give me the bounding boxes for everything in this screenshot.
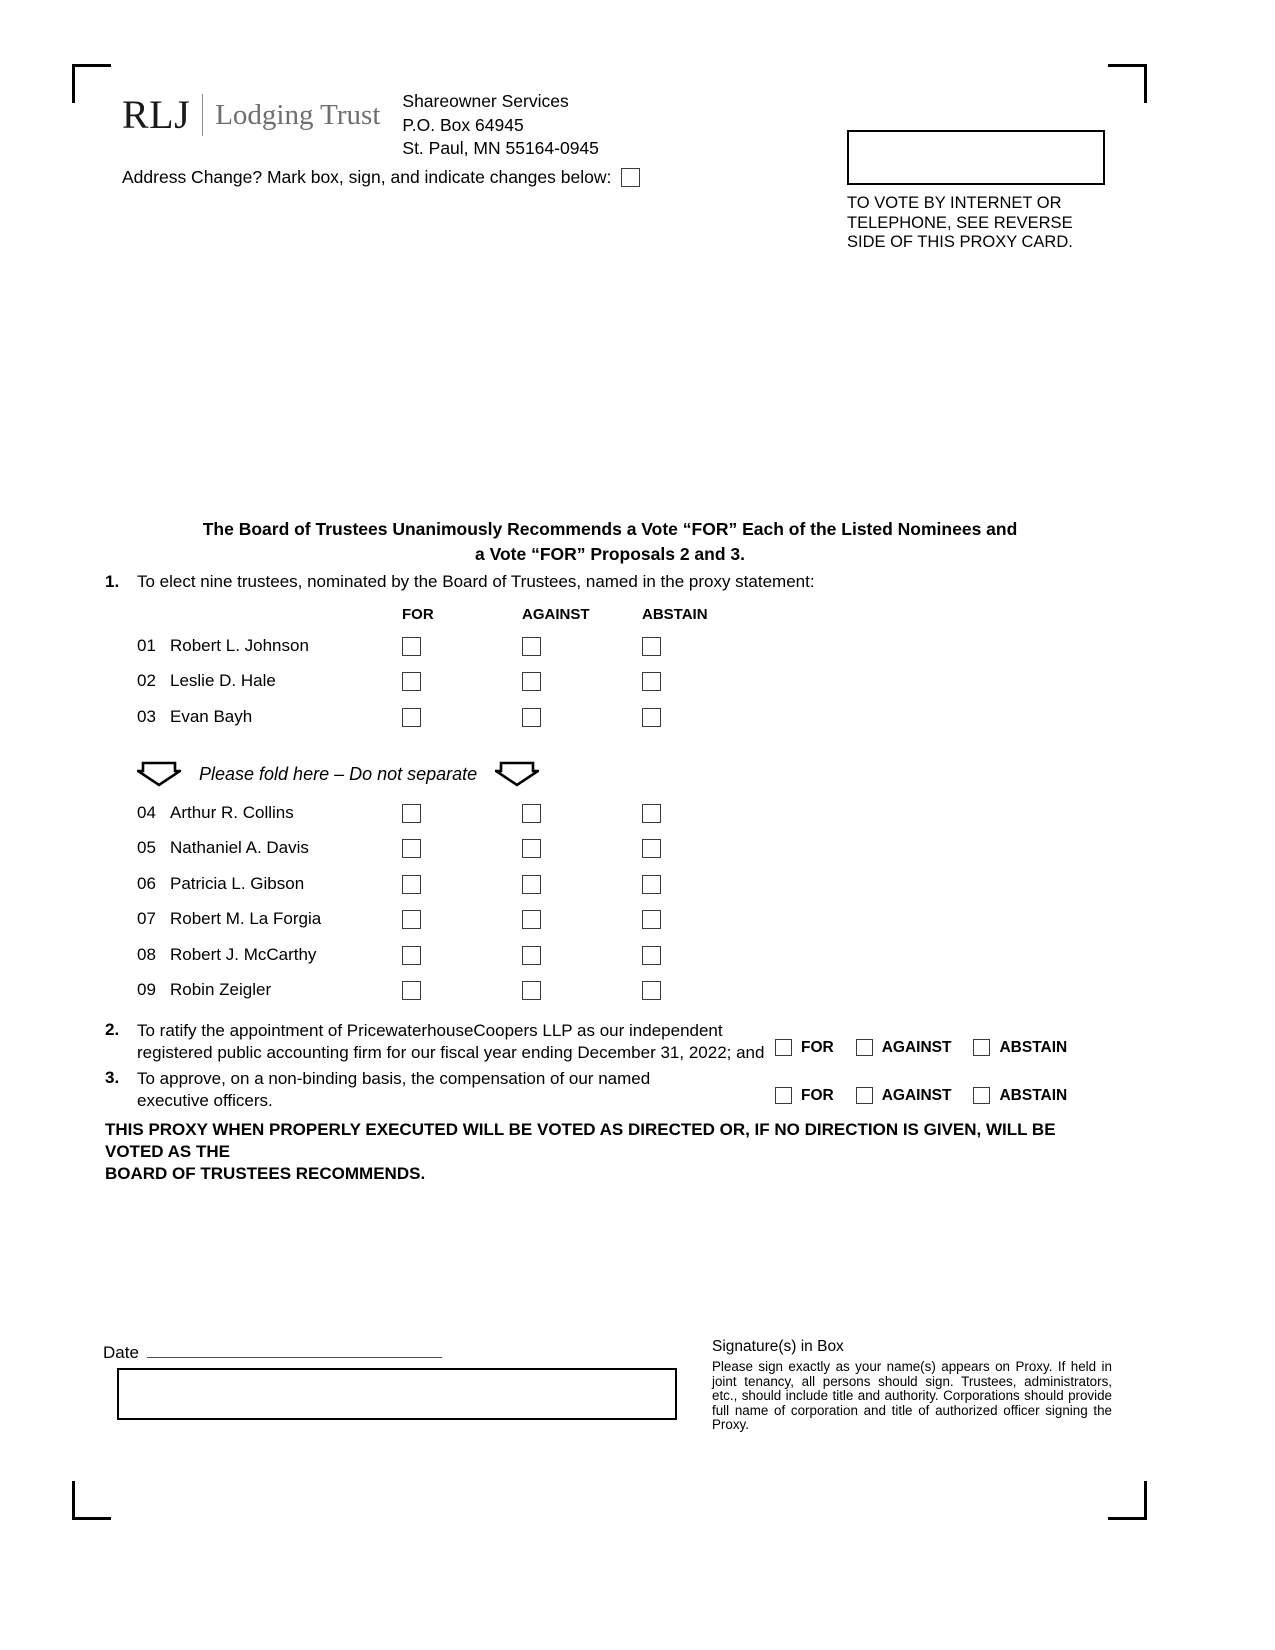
nominee-name: Robin Zeigler [170, 980, 272, 1000]
nominee-abstain-checkbox[interactable] [642, 910, 661, 929]
proposal-3-line-2: executive officers. [137, 1090, 273, 1110]
vote-instruction-text: TO VOTE BY INTERNET OR TELEPHONE, SEE REVERSE SIDE OF THIS PROXY CARD. [847, 194, 1073, 251]
registration-mark-top-left [72, 64, 111, 103]
nominee-table [137, 606, 708, 735]
nominee-against-cell [522, 909, 642, 929]
address-change-row [122, 167, 842, 188]
nominee-index: 09 [137, 980, 156, 1000]
nominee-abstain-checkbox[interactable] [642, 708, 661, 727]
proposal-2-option-against[interactable] [856, 1039, 952, 1057]
recommendation-line-2: a Vote “FOR” Proposals 2 and 3. [474, 544, 746, 564]
nominee-group-bottom [137, 795, 697, 1008]
nominee-column-headers [137, 606, 708, 628]
nominee-index: 06 [137, 873, 156, 893]
proposal-2-options [775, 1020, 1115, 1063]
logo-and-address [122, 88, 842, 161]
nominee-against-cell [522, 980, 642, 1000]
nominee-for-cell [402, 980, 522, 1000]
proposal-3-abstain-checkbox[interactable] [973, 1087, 990, 1104]
nominee-row [137, 664, 697, 700]
nominee-abstain-cell [642, 945, 762, 965]
proposal-3-option-for[interactable] [775, 1087, 834, 1105]
nominee-against-checkbox[interactable] [522, 875, 541, 894]
vote-instruction-block [847, 130, 1105, 253]
logo-divider [202, 94, 203, 136]
nominee-abstain-cell [642, 671, 762, 691]
nominee-for-checkbox[interactable] [402, 946, 421, 965]
nominee-against-checkbox[interactable] [522, 839, 541, 858]
nominee-index: 07 [137, 909, 156, 929]
proposal-2-for-checkbox[interactable] [775, 1039, 792, 1056]
address-line-1: Shareowner Services [402, 91, 569, 111]
proposal-2-number: 2. [105, 1020, 120, 1039]
nominee-abstain-cell [642, 874, 762, 894]
nominee-against-cell [522, 838, 642, 858]
nominee-abstain-cell [642, 838, 762, 858]
proposal-3-abstain-label: ABSTAIN [999, 1086, 1068, 1104]
shareowner-address-block [402, 88, 599, 161]
nominee-index: 02 [137, 671, 156, 691]
nominee-name: Robert J. McCarthy [170, 944, 317, 964]
address-line-2: P.O. Box 64945 [402, 114, 524, 135]
fold-indicator [137, 755, 837, 793]
signature-box[interactable] [117, 1368, 677, 1420]
nominee-name: Arthur R. Collins [170, 802, 294, 822]
nominee-for-checkbox[interactable] [402, 672, 421, 691]
proposal-3-against-label: AGAINST [881, 1086, 952, 1104]
date-input-line[interactable] [147, 1343, 442, 1358]
proposal-3-for-label: FOR [801, 1086, 834, 1104]
fold-arrow-right-icon [495, 761, 539, 787]
nominee-row [137, 795, 697, 831]
nominee-table-lower [137, 795, 697, 1008]
date-label: Date [103, 1343, 139, 1362]
proposal-1-row [105, 572, 1115, 592]
nominee-for-checkbox[interactable] [402, 637, 421, 656]
proposal-3-for-checkbox[interactable] [775, 1087, 792, 1104]
address-change-checkbox[interactable] [621, 168, 640, 187]
signature-fine-print: Please sign exactly as your name(s) appears on Proxy. If held in joint tenancy, all persons should sign. Trustees, administrators, etc., should include title and authority. Corporations should provide full name of corporation and title of authorized officer signing the Proxy. [712, 1359, 1112, 1433]
nominee-name: Evan Bayh [170, 706, 253, 726]
nominee-for-checkbox[interactable] [402, 981, 421, 1000]
nominee-against-checkbox[interactable] [522, 910, 541, 929]
date-field-row [103, 1343, 442, 1363]
registration-mark-bottom-left [72, 1481, 111, 1520]
nominee-for-checkbox[interactable] [402, 875, 421, 894]
nominee-for-checkbox[interactable] [402, 839, 421, 858]
nominee-abstain-cell [642, 909, 762, 929]
nominee-index: 03 [137, 706, 156, 726]
nominee-name: Leslie D. Hale [170, 671, 276, 691]
nominee-index: 05 [137, 838, 156, 858]
proposal-2-option-abstain[interactable] [973, 1039, 1067, 1057]
proxy-disclaimer [105, 1119, 1115, 1185]
proposal-3-row [105, 1068, 1115, 1111]
proposal-2-abstain-label: ABSTAIN [999, 1038, 1068, 1056]
column-header-against: AGAINST [522, 606, 590, 623]
nominee-for-cell [402, 838, 522, 858]
board-recommendation-heading [105, 517, 1115, 567]
proposal-2-line-1: To ratify the appointment of PricewaterhouseCoopers LLP as our independent [137, 1021, 723, 1040]
fold-instruction-text: Please fold here – Do not separate [199, 763, 478, 784]
logo-primary-text: RLJ [122, 92, 191, 137]
nominee-for-cell [402, 707, 522, 727]
recommendation-line-1: The Board of Trustees Unanimously Recommends a Vote “FOR” Each of the Listed Nominees and [202, 519, 1018, 539]
signature-instructions [712, 1338, 1112, 1433]
nominee-abstain-cell [642, 636, 762, 656]
nominee-group-top [137, 628, 697, 735]
nominee-row [137, 973, 697, 1009]
disclaimer-line-1: THIS PROXY WHEN PROPERLY EXECUTED WILL BE VOTED AS DIRECTED OR, IF NO DIRECTION IS GIVEN, WILL BE VOTED AS THE [105, 1120, 1056, 1161]
nominee-row [137, 699, 697, 735]
fold-arrow-left-icon [137, 761, 181, 787]
nominee-abstain-checkbox[interactable] [642, 637, 661, 656]
nominee-for-cell [402, 671, 522, 691]
nominee-against-cell [522, 803, 642, 823]
nominee-for-checkbox[interactable] [402, 910, 421, 929]
control-number-box[interactable] [847, 130, 1105, 185]
proposal-1-number: 1. [105, 572, 120, 591]
nominee-against-cell [522, 707, 642, 727]
nominee-header-spacer [137, 606, 402, 628]
proposal-2-text [137, 1020, 775, 1063]
nominee-row [137, 937, 697, 973]
nominee-name: Robert M. La Forgia [170, 909, 322, 929]
nominee-for-cell [402, 945, 522, 965]
proposal-2-abstain-checkbox[interactable] [973, 1039, 990, 1056]
nominee-against-cell [522, 874, 642, 894]
column-header-abstain: ABSTAIN [642, 606, 708, 623]
nominee-for-checkbox[interactable] [402, 804, 421, 823]
proposal-3-option-abstain[interactable] [973, 1087, 1067, 1105]
nominee-for-cell [402, 636, 522, 656]
nominee-for-cell [402, 874, 522, 894]
nominee-abstain-cell [642, 980, 762, 1000]
nominee-against-cell [522, 636, 642, 656]
proposal-3-line-1: To approve, on a non-binding basis, the compensation of our named [137, 1069, 651, 1088]
proposal-2-row [105, 1020, 1115, 1063]
proposal-2-option-for[interactable] [775, 1039, 834, 1057]
proposal-2-against-label: AGAINST [881, 1038, 952, 1056]
nominee-abstain-checkbox[interactable] [642, 804, 661, 823]
signature-title: Signature(s) in Box [712, 1338, 844, 1355]
nominee-for-cell [402, 803, 522, 823]
proposal-3-against-checkbox[interactable] [856, 1087, 873, 1104]
nominee-abstain-checkbox[interactable] [642, 875, 661, 894]
nominee-index: 08 [137, 944, 156, 964]
proposal-3-text [137, 1068, 775, 1111]
proposal-2-line-2: registered public accounting firm for our fiscal year ending December 31, 2022; and [137, 1042, 765, 1062]
nominee-abstain-cell [642, 707, 762, 727]
nominee-index: 04 [137, 802, 156, 822]
logo-secondary-text: Lodging Trust [215, 98, 381, 131]
nominee-against-checkbox[interactable] [522, 981, 541, 1000]
nominee-for-checkbox[interactable] [402, 708, 421, 727]
nominee-index: 01 [137, 635, 156, 655]
nominee-name: Robert L. Johnson [170, 635, 309, 655]
nominee-abstain-checkbox[interactable] [642, 946, 661, 965]
nominee-against-checkbox[interactable] [522, 672, 541, 691]
proposal-1-text: To elect nine trustees, nominated by the Board of Trustees, named in the proxy statement: [137, 572, 815, 591]
proposal-3-number: 3. [105, 1068, 120, 1087]
proposal-3-option-against[interactable] [856, 1087, 952, 1105]
nominee-abstain-cell [642, 803, 762, 823]
nominee-abstain-checkbox[interactable] [642, 839, 661, 858]
nominee-against-checkbox[interactable] [522, 708, 541, 727]
address-change-label: Address Change? Mark box, sign, and indicate changes below: [122, 166, 612, 187]
nominee-against-checkbox[interactable] [522, 637, 541, 656]
nominee-against-checkbox[interactable] [522, 804, 541, 823]
card-header [122, 88, 842, 188]
nominee-against-cell [522, 671, 642, 691]
nominee-against-checkbox[interactable] [522, 946, 541, 965]
address-line-3: St. Paul, MN 55164-0945 [402, 138, 599, 158]
column-header-for: FOR [402, 606, 434, 623]
nominee-for-cell [402, 909, 522, 929]
nominee-row [137, 628, 697, 664]
nominee-against-cell [522, 945, 642, 965]
proposal-3-options [775, 1068, 1115, 1111]
proposal-2-against-checkbox[interactable] [856, 1039, 873, 1056]
nominee-row [137, 831, 697, 867]
rlj-lodging-trust-logo [122, 88, 380, 136]
proposal-2-for-label: FOR [801, 1038, 834, 1056]
nominee-abstain-checkbox[interactable] [642, 981, 661, 1000]
nominee-row [137, 902, 697, 938]
registration-mark-top-right [1108, 64, 1147, 103]
nominee-name: Nathaniel A. Davis [170, 838, 309, 858]
nominee-row [137, 866, 697, 902]
disclaimer-line-2: BOARD OF TRUSTEES RECOMMENDS. [105, 1164, 426, 1183]
nominee-name: Patricia L. Gibson [170, 873, 305, 893]
registration-mark-bottom-right [1108, 1481, 1147, 1520]
nominee-abstain-checkbox[interactable] [642, 672, 661, 691]
